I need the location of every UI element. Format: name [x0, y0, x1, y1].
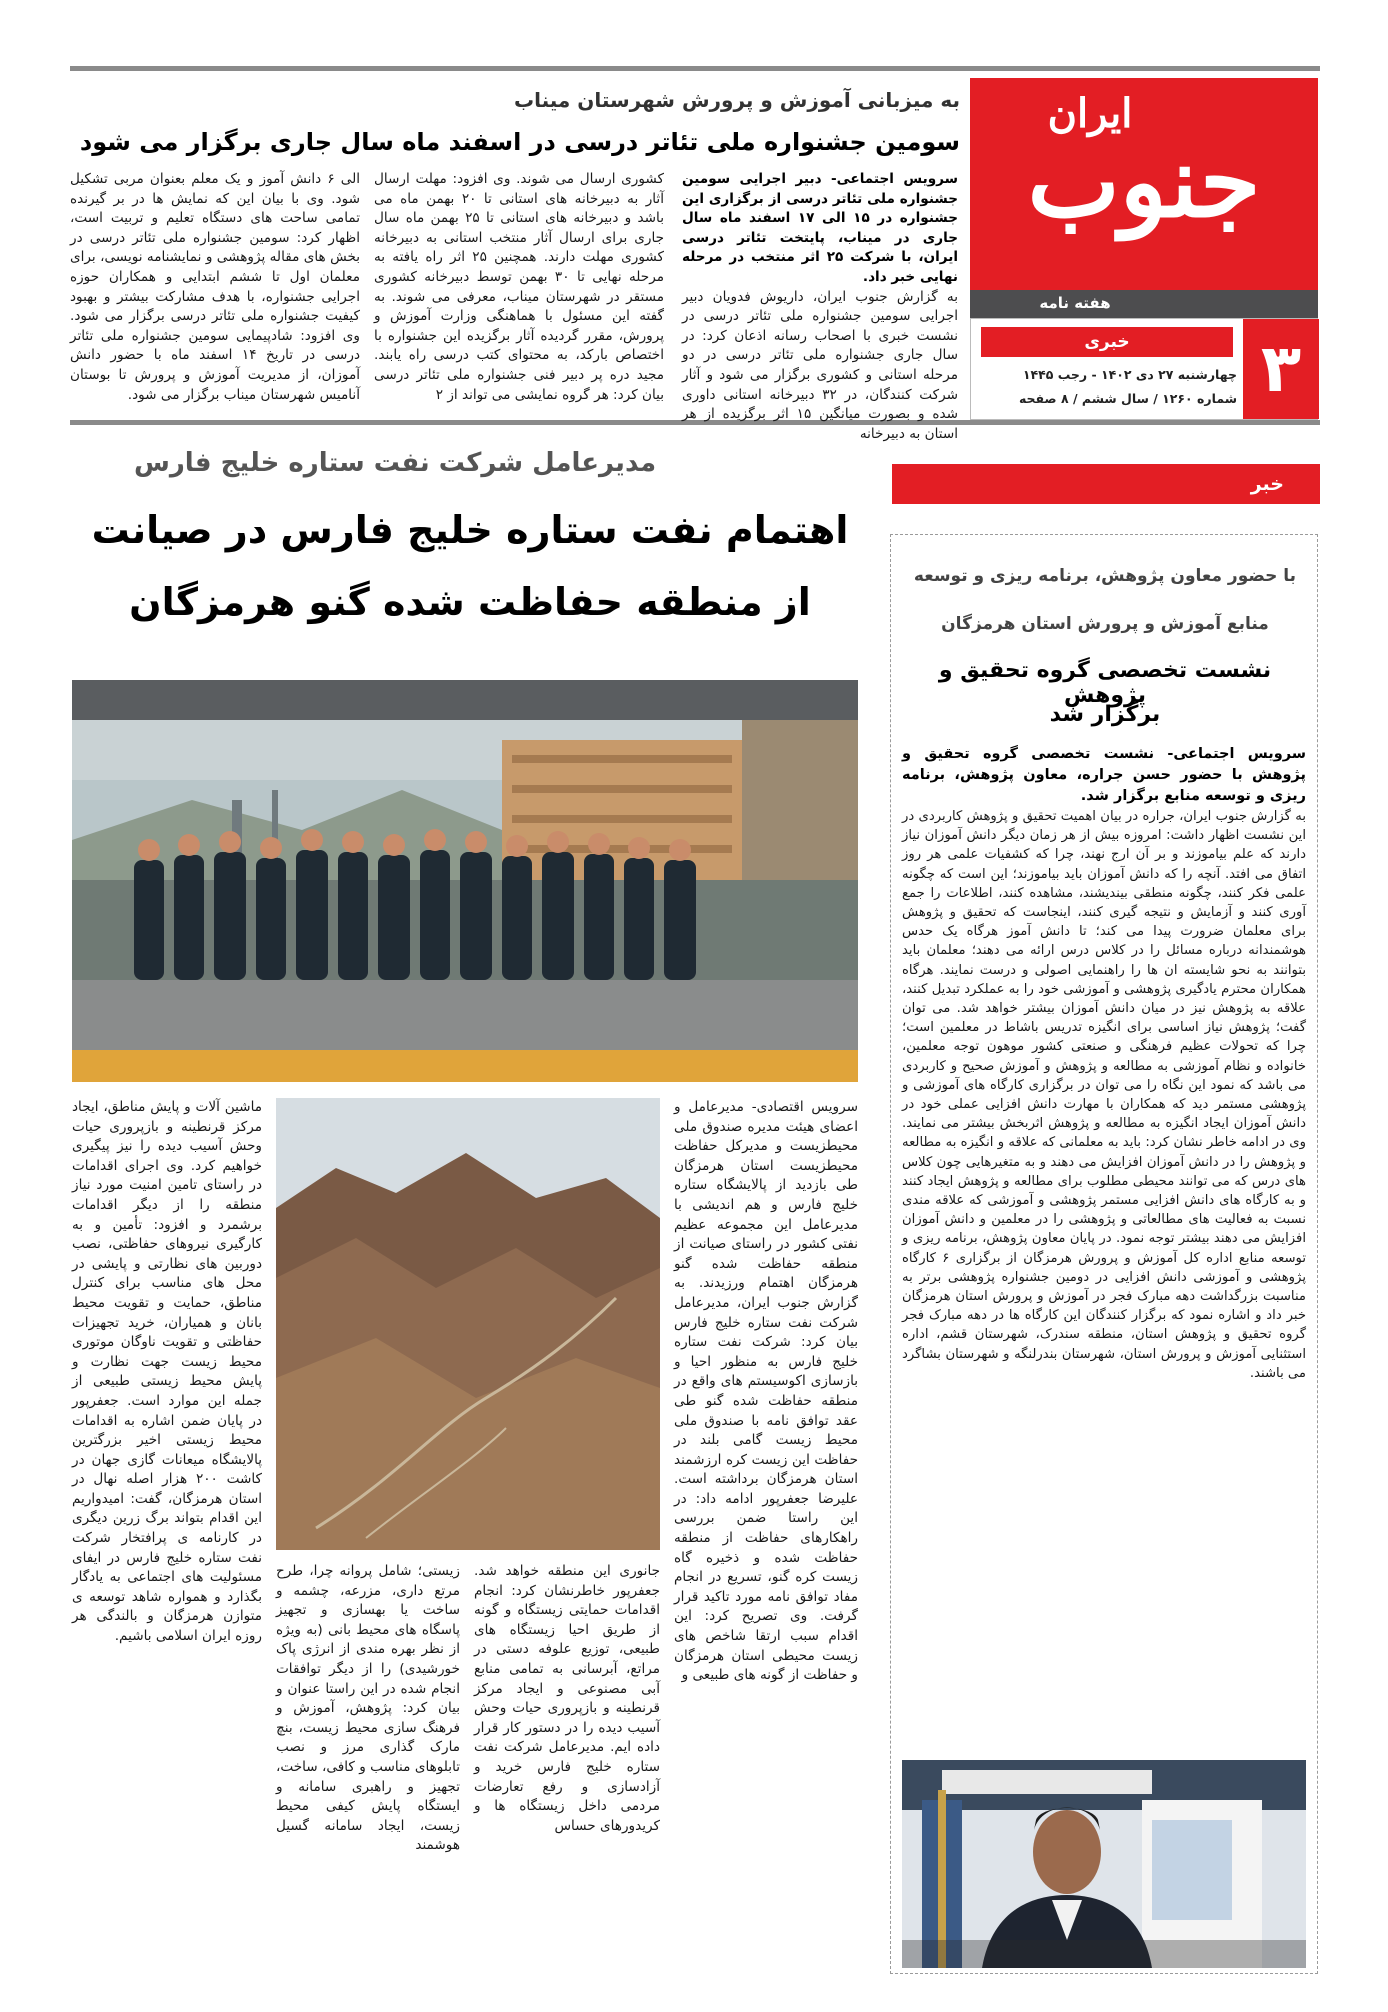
- masthead-subtitle: هفته نامه: [1039, 294, 1111, 312]
- logo-small-text: ایران: [1047, 90, 1133, 137]
- main-article-col-right-text: سرویس اقتصادی- مدیرعامل و اعضای هیئت مدیره صندوق ملی محیطزیست و مدیرکل حفاظت محیطزیست استان هرمزگان طی بازدید از پالایشگاه ستاره خلیج فارس و هم اندیشی با مدیرعامل این مجموعه عظیم نفتی کشور در راستای صیانت از منطقه حفاظت شده گنو هرمزگان اهتمام ورزیدند. به گزارش جنوب ایران، مدیرعامل شرکت نفت ستاره خلیج فارس بیان کرد: شرکت نفت ستاره خلیج فارس به منظور احیا و بازسازی اکوسیستم های واقع در منطقه حفاظت شده گنو طی عقد توافق نامه با صندوق ملی محیط زیست گامی بلند در حفاظت این زیست کره ارزشمند استان هرمزگان برداشته است. علیرضا جعفرپور ادامه داد: در این راستا ضمن بررسی راهکارهای حفاظت از منطقه حفاظت شده و ذخیره گاه زیست کره گنو، تسریع در انجام مفاد توافق نامه مورد تاکید قرار گرفت. وی تصریح کرد: این اقدام سبب ارتقا شاخص های زیست محیطی استان هرمزگان و حفاظت از گونه های طبیعی و: [674, 1099, 858, 1684]
- main-article-col-middle: [474, 1562, 660, 1980]
- side-headline-1: نشست تخصصی گروه تحقیق و پژوهش: [938, 658, 1272, 708]
- main-article-headline-1: اهتمام نفت ستاره خلیج فارس در صیانت: [91, 508, 849, 552]
- top-article-col1-text: به گزارش جنوب ایران، داریوش فدویان دبیر اجرایی سومین جشنواره ملی تئاتر درسی در نشست خبری با اصحاب رسانه اذعان کرد: در سال جاری جشنواره ملی تئاتر درسی در دو مرحله استانی و کشوری برگزار می شود و آثار شرکت کنندگان، در ۳۲ دبیرخانه استانی داوری شده و بصورت میانگین ۱۵ اثر برگزیده از هر استان به دبیرخانه: [682, 288, 959, 442]
- masthead-logo-box: [970, 78, 1318, 290]
- landscape-photo: [276, 1098, 660, 1550]
- page-number-box: [1243, 319, 1319, 419]
- masthead: [970, 78, 1318, 420]
- portrait-photo: [902, 1760, 1306, 1968]
- main-article-col-middle-text: جانوری این منطقه خواهد شد. جعفرپور خاطرنشان کرد: انجام اقدامات حمایتی زیستگاه و گونه از طریق احیا زیستگاه های طبیعی، توزیع علوفه دستی در مراتع، آبرسانی به تمامی منابع آبی مصنوعی و ایجاد مرکز قرنطینه و بازپروری حیات وحش آسیب دیده را در دستور کار قرار داده ایم. مدیرعامل شرکت نفت ستاره خلیج فارس خرید و آزادسازی و رفع تعارضات مردمی داخل زیستگاه ها و کریدورهای حساس: [474, 1563, 660, 1834]
- group-photo-image: [72, 680, 858, 1082]
- side-label-bar: [892, 464, 1320, 504]
- group-photo: [72, 680, 858, 1082]
- main-article-col-far-left-text: ماشین آلات و پایش مناطق، ایجاد مرکز قرنطینه و بازپروری حیات وحش آسیب دیده را نیز پیگیری خواهیم کرد. وی اجرای اقدامات در راستای تامین امنیت مورد نیاز منطقه را از دیگر اقدامات برشمرد و افزود: تأمین و به کارگیری نیروهای حفاظتی، نصب دوربین های نظارتی و پایشی در محل های مناسب برای کنترل مناطق، حمایت و تقویت محیط بانان و همیاران، خرید تجهیزات حفاظتی و تقویت ناوگان موتوری محیط زیست جهت نظارت و پایش محیط زیستی طبیعی از جمله این موارد است. جعفرپور در پایان ضمن اشاره به اقدامات محیط زیستی اخیر بزرگترین پالایشگاه میعانات گازی جهان در کاشت ۲۰۰ هزار اصله نهال در استان هرمزگان، گفت: امیدواریم این اقدام بتواند برگ زرین دیگری در کارنامه ی پرافتخار شرکت نفت ستاره خلیج فارس در ایفای مسئولیت های اجتماعی به یادگار بگذارد و همواره شاهد توسعه ی متوازن هرمزگان و بالندگی هر روزه ایران اسلامی باشیم.: [72, 1099, 262, 1645]
- masthead-subtitle-bar: [970, 290, 1318, 318]
- side-headline-2: برگزار شد: [1049, 702, 1161, 727]
- top-article-lead: سرویس اجتماعی- دبیر اجرایی سومین جشنواره ملی تئاتر درسی از برگزاری این جشنواره در ۱۵ الی ۱۷ اسفند ماه سال جاری در میناب، پایتخت تئاتر درسی ایران، با شرکت ۲۵ اثر منتخب در مرحله نهایی خبر داد.: [682, 171, 958, 285]
- side-article-body-text: به گزارش جنوب ایران، جراره در بیان اهمیت تحقیق و پژوهش کاربردی در این نشست اظهار داشت: امروزه بیش از هر زمان دیگر دانش آموزان نیاز دارند که علم بیاموزند و بر آن ارج نهند، چرا که کشفیات علمی هر روز اتفاق می افتد. آنچه را که دانش آموزان باید بیاموزند؛ این است که چگونه علمی فکر کنند، چگونه منطقی بیندیشند، مشاهده کنند، اطلاعات را جمع آوری کنند و آزمایش و نتیجه گیری کنند، اینجاست که تحقیق و پژوهش برای معلمان ضرورت پیدا می کند؛ تا دانش آموز هرگاه یک حدس هوشمندانه درباره مسائل را در کلاس درس ارائه می دهند؛ معلمان باید بتوانند به نحو شایسته ان ها را راهنمایی اصولی و درست نمایند. هرگاه همکاران محترم یادگیری پژوهشی و آموزشی خود را به عملکرد تبدیل کنند، علاقه به پژوهش نیز در میان دانش آموزان بیشتر خواهد شد. می توان گفت؛ پژوهش نیاز اساسی برای انگیزه تدریس باشاط در معلمین است؛ چرا که تحولات عظیم فرهنگی و صنعتی کشور موهون توجه معلمین، خانواده و نظام آموزشی به مطالعه و پژوهش و آموزش صحیح و کاربردی می باشد که نمود این نگاه را می توان در برگزاری کارگاه های آموزشی و پژوهشی مستمر دید که همکاران با مهارت دانش افزایی عملی خود در دانش آموزان ایجاد انگیزه به مطالعه و پژوهش اثربخش بیشتر می نمایند. وی در ادامه خاطر نشان کرد: باید به معلمانی که علاقه و انگیزه به مطالعه و پژوهش را در دانش آموزان افزایش می دهند و به متغیرهایی چون کلاس های درس که می توانند محیطی مطلوب برای مطالعه و پژوهش ایجاد کنند و به کارگاه های دانش افزایی مستمر پژوهشی و آموزشی که علاقه مندی نسبت به فعالیت های مطالعاتی و پژوهشی را در معلمین و دانش آموزان افزایش می دهند بیشتر توجه نمود. در پایان معاون پژوهش، برنامه ریزی و توسعه منابع اداره کل آموزش و پرورش هرمزگان از برگزاری ۶ کارگاه پژوهشی و آموزشی دانش افزایی در دومین جشنواره پژوهشی برتر به مناسبت بزرگداشت دهه مبارک فجر در آموزش و پرورش استان هرمزگان خبر داد و اشاره نمود که برگزار کنندگان این کارگاه ها در دهه مبارک فجر گروه تحقیق و پژوهش استان، منطقه سندرک، شهرستان قشم، اداره استثنایی آموزش و پرورش استان، شهرستان بندرلنگه و شهرستان بشاگرد می باشند.: [902, 809, 1306, 1381]
- main-article-col-left-below: [276, 1562, 460, 1980]
- side-kicker-1: با حضور معاون پژوهش، برنامه ریزی و توسعه: [913, 566, 1297, 586]
- top-rule: [70, 66, 1320, 71]
- top-article-col-3: [70, 170, 361, 403]
- top-article-headline: سومین جشنواره ملی تئاتر درسی در اسفند ماه سال جاری برگزار می شود: [79, 128, 960, 156]
- top-article-kicker: به میزبانی آموزش و پرورش شهرستان میناب: [513, 88, 960, 112]
- landscape-photo-image: [276, 1098, 660, 1550]
- top-article-col2-text: کشوری ارسال می شوند. وی افزود: مهلت ارسال آثار به دبیرخانه های استانی تا ۲۰ بهمن ماه می باشد و دبیرخانه های استانی تا ۲۵ بهمن ماه سال جاری برای ارسال آثار منتخب استانی به دبیرخانه کشوری مهلت دارند. همچنین ۲۵ اثر راه یافته به مرحله نهایی تا ۳۰ بهمن توسط دبیرخانه کشوری مستقر در شهرستان میناب، معرفی می شوند. به گفته این مسئول با هماهنگی وزارت آموزش و پرورش، مقرر گردیده آثار برگزیده این جشنواره با اختصاص بارکد، به محتوای کتب درسی راه یابند. مجید دره پر دبیر فنی جشنواره ملی تئاتر درسی بیان کرد: هر گروه نمایشی می تواند از ۲: [374, 171, 664, 403]
- top-article-col-2: [374, 170, 664, 403]
- page-number: ۳: [1260, 330, 1302, 407]
- side-label: خبر: [1250, 473, 1284, 495]
- main-article-headline-2: از منطقه حفاظت شده گنو هرمزگان: [129, 580, 811, 624]
- issue-line: شماره ۱۲۶۰ / سال ششم / ۸ صفحه: [1018, 391, 1237, 406]
- top-article-col3-text: الی ۶ دانش آموز و یک معلم بعنوان مربی تشکیل شود. وی با بیان این که نمایش ها در بر گیرنده تمامی ساحت های دستگاه تعلیم و تربیت است، اظهار کرد: سومین جشنواره ملی تئاتر درسی در بخش های مقاله پژوهشی و نمایشنامه نویسی، برای معلمان اول تا ششم ابتدایی و همکاران حوزه اجرایی جشنواره، با هدف مشارکت بیشتر و بهبود کیفیت جشنواره ملی تئاتر درسی برگزار می شود. وی افزود: شادپیمایی سومین جشنواره ملی تئاتر درسی در تاریخ ۱۴ اسفند ماه با حضور دانش آموزان، از مدیریت آموزش و پرورش تا بوستان آنامیس شهرستان میناب برگزار می شود.: [70, 171, 361, 403]
- side-article-body: [902, 744, 1306, 1744]
- main-article-col-right: [674, 1098, 858, 1980]
- date-line: چهارشنبه ۲۷ دی ۱۴۰۲ - رجب ۱۴۴۵: [1022, 367, 1237, 382]
- logo-main-text: جنوب: [1027, 125, 1261, 240]
- main-article-kicker: مدیرعامل شرکت نفت ستاره خلیج فارس: [133, 448, 657, 478]
- section-label: خبری: [1084, 332, 1130, 352]
- main-article-col-far-left: [72, 1098, 262, 1980]
- section-badge: [981, 327, 1233, 357]
- side-kicker-2: منابع آموزش و پرورش استان هرمزگان: [941, 614, 1269, 634]
- masthead-lower: [970, 318, 1318, 420]
- side-article-lead: سرویس اجتماعی- نشست تخصصی گروه تحقیق و پژوهش با حضور حسن جراره، معاون پژوهش، برنامه ریزی و توسعه منابع برگزار شد.: [902, 746, 1306, 804]
- portrait-photo-image: [902, 1760, 1306, 1968]
- main-article-col-left-below-text: زیستی؛ شامل پروانه چرا، طرح مرتع داری، مزرعه، چشمه و ساخت یا بهسازی و تجهیز پاسگاه های محیط بانی (به ویژه از نظر بهره مندی از انرژی پاک خورشیدی) را از دیگر توافقات انجام شده در این راستا عنوان و بیان کرد: پژوهش، آموزش و فرهنگ سازی محیط زیست، بنچ مارک گذاری مرز و نصب تابلوهای مناسب و کافی، ساخت، تجهیز و راهبری سامانه و ایستگاه پایش کیفی محیط زیست، ایجاد سامانه گسیل هوشمند: [276, 1563, 460, 1854]
- top-article-col-1: [682, 170, 959, 442]
